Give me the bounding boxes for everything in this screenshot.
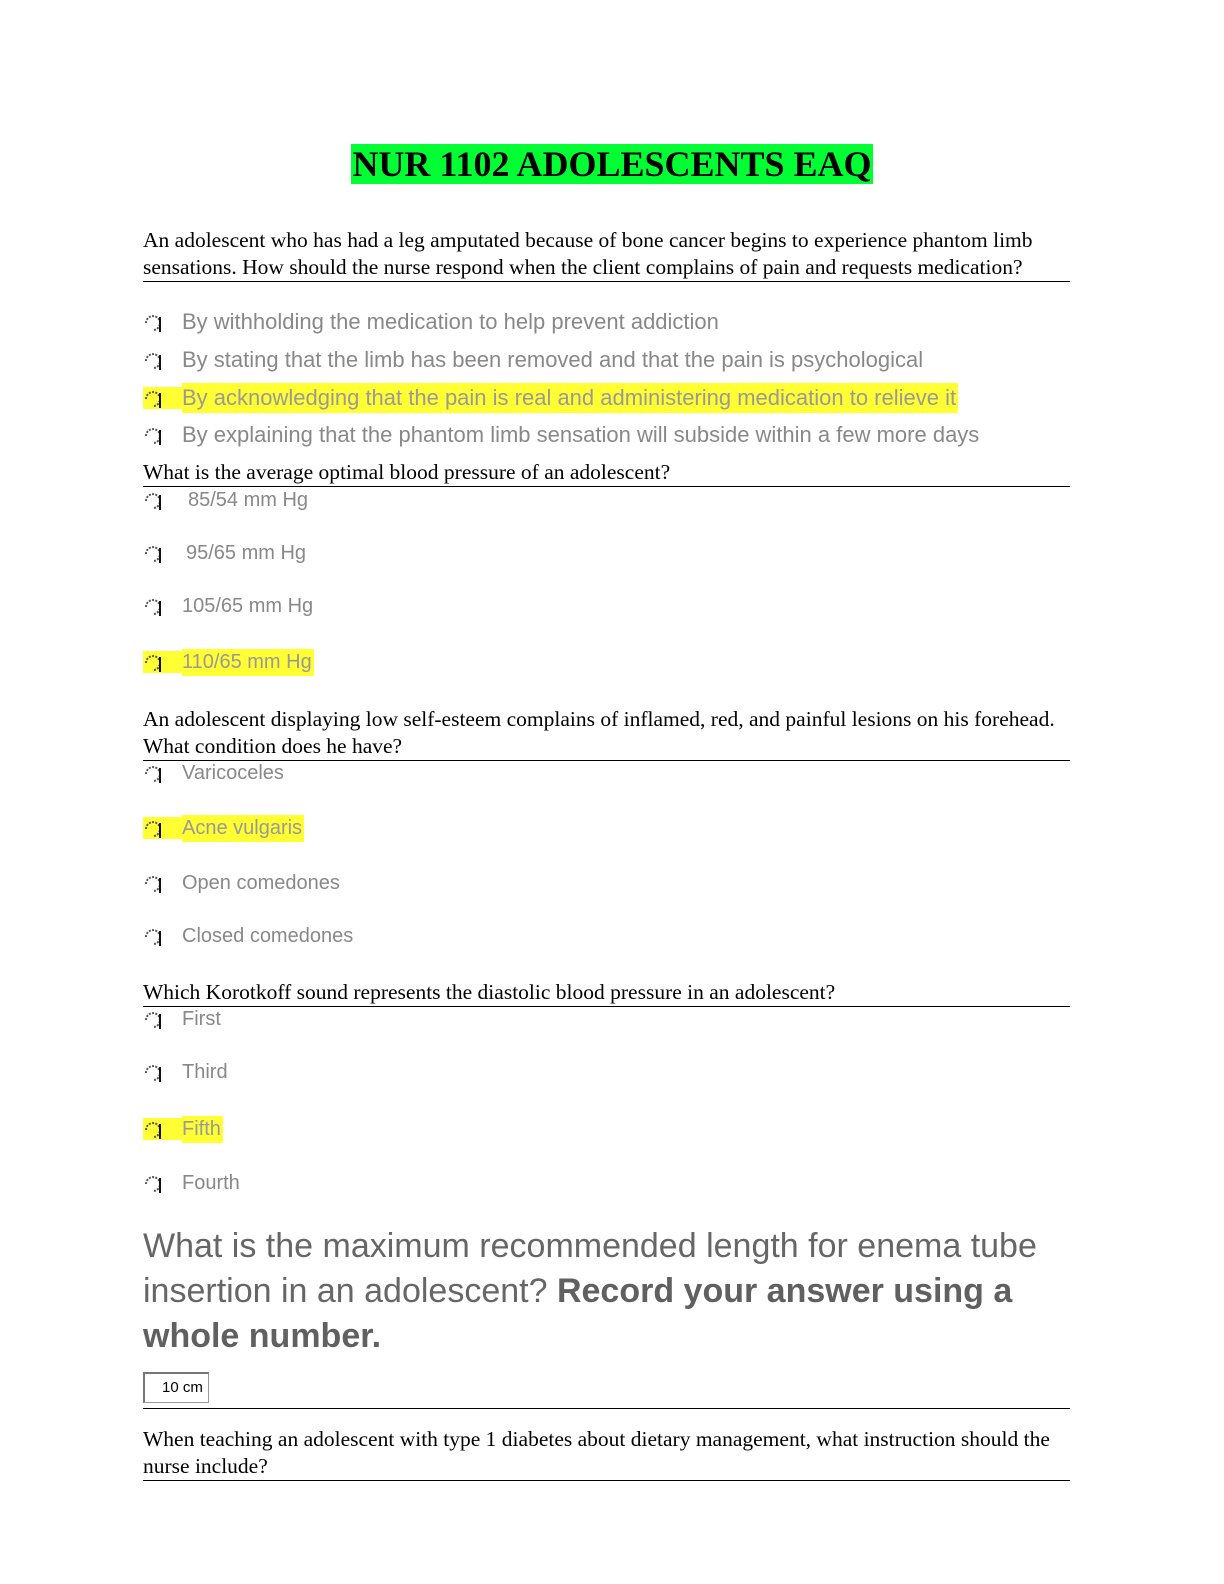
fill-in-question [143,1224,1043,1359]
option-1-4[interactable] [143,420,981,450]
radio-icon[interactable] [143,1172,165,1194]
radio-icon[interactable] [143,925,165,947]
radio-icon[interactable] [143,387,182,409]
option-2-4[interactable] [143,647,314,677]
option-3-3[interactable] [143,868,342,898]
option-1-3[interactable] [143,383,958,413]
radio-icon[interactable] [143,1118,182,1140]
option-label: Fourth [182,1171,240,1194]
option-3-1[interactable] [143,758,286,788]
option-3-4[interactable] [143,921,355,951]
option-label: By explaining that the phantom limb sensation will subside within a few more days [182,422,980,447]
radio-icon[interactable] [143,872,165,894]
radio-icon[interactable] [143,1008,165,1030]
radio-icon[interactable] [143,651,182,673]
option-label: By stating that the limb has been removed and that the pain is psychological [182,347,924,372]
option-label: Open comedones [182,871,340,894]
option-3-2[interactable] [143,813,304,843]
question-2: What is the average optimal blood pressure of an adolescent? [143,459,1070,487]
page-title [0,142,1224,186]
radio-icon[interactable] [143,762,165,784]
question-3: An adolescent displaying low self-esteem complains of inflamed, red, and painful lesions on his forehead. What condition does he have? [143,706,1070,761]
option-4-3[interactable] [143,1114,223,1144]
option-label: 110/65 mm Hg [182,649,314,676]
option-label: Varicoceles [182,761,284,784]
option-4-1[interactable] [143,1004,223,1034]
question-6: When teaching an adolescent with type 1 diabetes about dietary management, what instruction should the nurse include? [143,1426,1070,1481]
radio-icon[interactable] [143,542,165,564]
option-label: Acne vulgaris [182,815,304,842]
option-4-2[interactable] [143,1057,230,1087]
option-2-2[interactable] [143,538,308,568]
option-4-4[interactable] [143,1168,242,1198]
fill-in-question-text: What is the maximum recommended length for enema tube insertion in an adolescent? [143,1227,1037,1310]
divider [143,1408,1070,1409]
fill-in-instruction: Record your answer using a whole number. [143,1272,1013,1355]
radio-icon[interactable] [143,489,165,511]
radio-icon[interactable] [143,311,165,333]
option-label: By acknowledging that the pain is real and administering medication to relieve it [182,383,958,413]
option-2-1[interactable] [143,485,310,515]
option-label: Third [182,1060,228,1083]
option-label: 95/65 mm Hg [186,541,307,564]
option-1-2[interactable] [143,345,925,375]
radio-icon[interactable] [143,817,182,839]
option-label: Fifth [182,1116,223,1143]
option-label: 85/54 mm Hg [188,488,309,511]
question-1: An adolescent who has had a leg amputated because of bone cancer begins to experience phantom limb sensations. How should the nurse respond when the client complains of pain and requests medication? [143,227,1070,282]
option-label: 105/65 mm Hg [182,594,314,617]
option-label: By withholding the medication to help prevent addiction [182,309,719,334]
option-2-3[interactable] [143,591,315,621]
title-text: NUR 1102 ADOLESCENTS EAQ [352,144,872,184]
radio-icon[interactable] [143,595,165,617]
radio-icon[interactable] [143,1061,165,1083]
radio-icon[interactable] [143,349,165,371]
option-label: First [182,1007,221,1030]
radio-icon[interactable] [143,424,165,446]
question-4: Which Korotkoff sound represents the diastolic blood pressure in an adolescent? [143,979,1070,1007]
answer-input[interactable]: 10 cm [143,1372,209,1403]
option-1-1[interactable] [143,307,721,337]
option-label: Closed comedones [182,924,354,947]
